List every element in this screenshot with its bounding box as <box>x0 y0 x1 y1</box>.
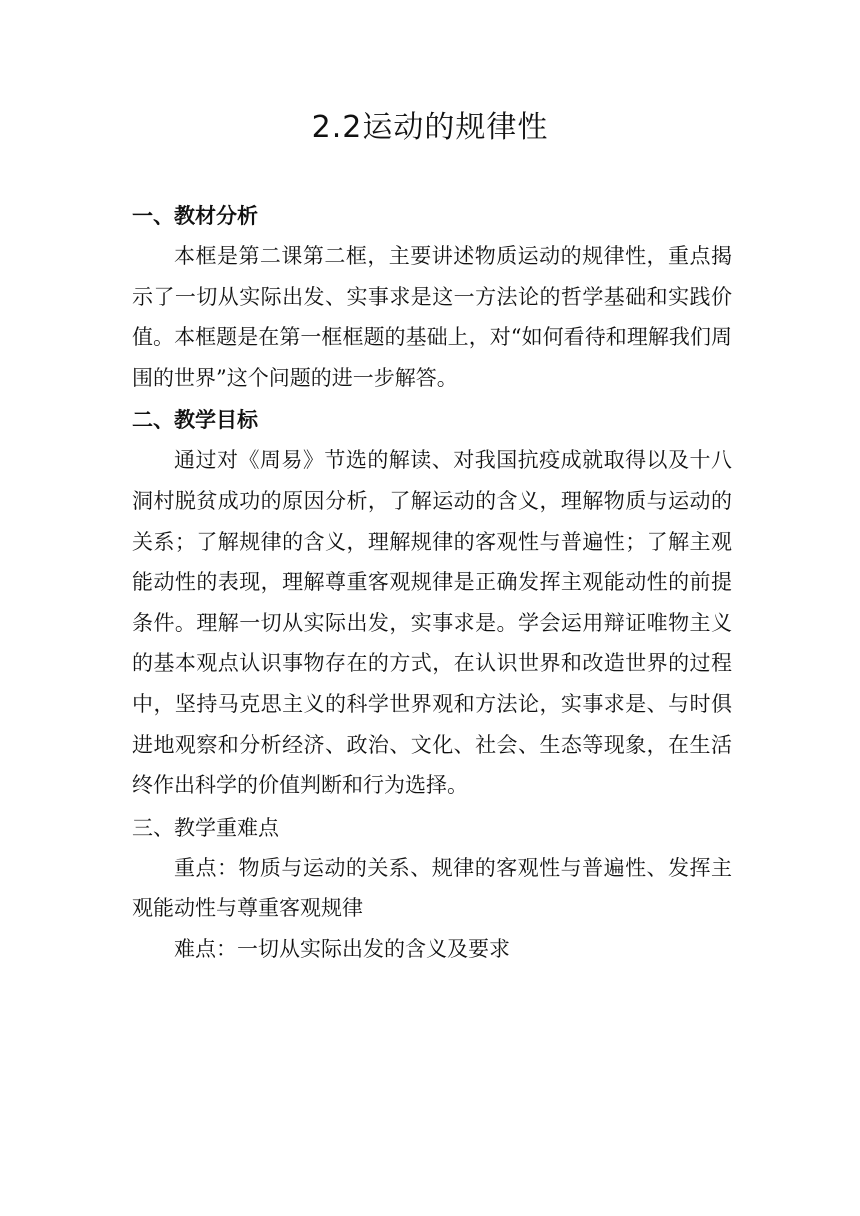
section-teaching-objectives <box>132 400 732 805</box>
document-body <box>132 196 732 970</box>
section-textbook-analysis <box>132 196 732 398</box>
paragraph: 本框是第二课第二框，主要讲述物质运动的规律性，重点揭示了一切从实际出发、实事求是这一方法论的哲学基础和实践价值。本框题是在第一框框题的基础上，对“如何看待和理解我们周围的世界”这个问题的进一步解答。 <box>132 244 732 390</box>
section-heading: 二、教学目标 <box>132 407 258 433</box>
section-heading: 三、教学重难点 <box>132 815 279 840</box>
paragraph: 通过对《周易》节选的解读、对我国抗疫成就取得以及十八洞村脱贫成功的原因分析，了解运动的含义，理解物质与运动的关系；了解规律的含义，理解规律的客观性与普遍性；了解主观能动性的表现，理解尊重客观规律是正确发挥主观能动性的前提条件。理解一切从实际出发，实事求是。学会运用辩证唯物主义的基本观点认识事物存在的方式，在认识世界和改造世界的过程中，坚持马克思主义的科学世界观和方法论，实事求是、与时俱进地观察和分析经济、政治、文化、社会、生态等现象，在生活终作出科学的价值判断和行为选择。 <box>132 448 732 798</box>
key-points-paragraph: 重点：物质与运动的关系、规律的客观性与普遍性、发挥主观能动性与尊重客观规律 <box>132 855 732 921</box>
section-heading: 一、教材分析 <box>132 203 258 228</box>
section-key-difficult-points <box>132 808 732 970</box>
difficult-points-paragraph: 难点：一切从实际出发的含义及要求 <box>174 936 510 961</box>
document-title: 2.2运动的规律性 <box>311 110 549 145</box>
